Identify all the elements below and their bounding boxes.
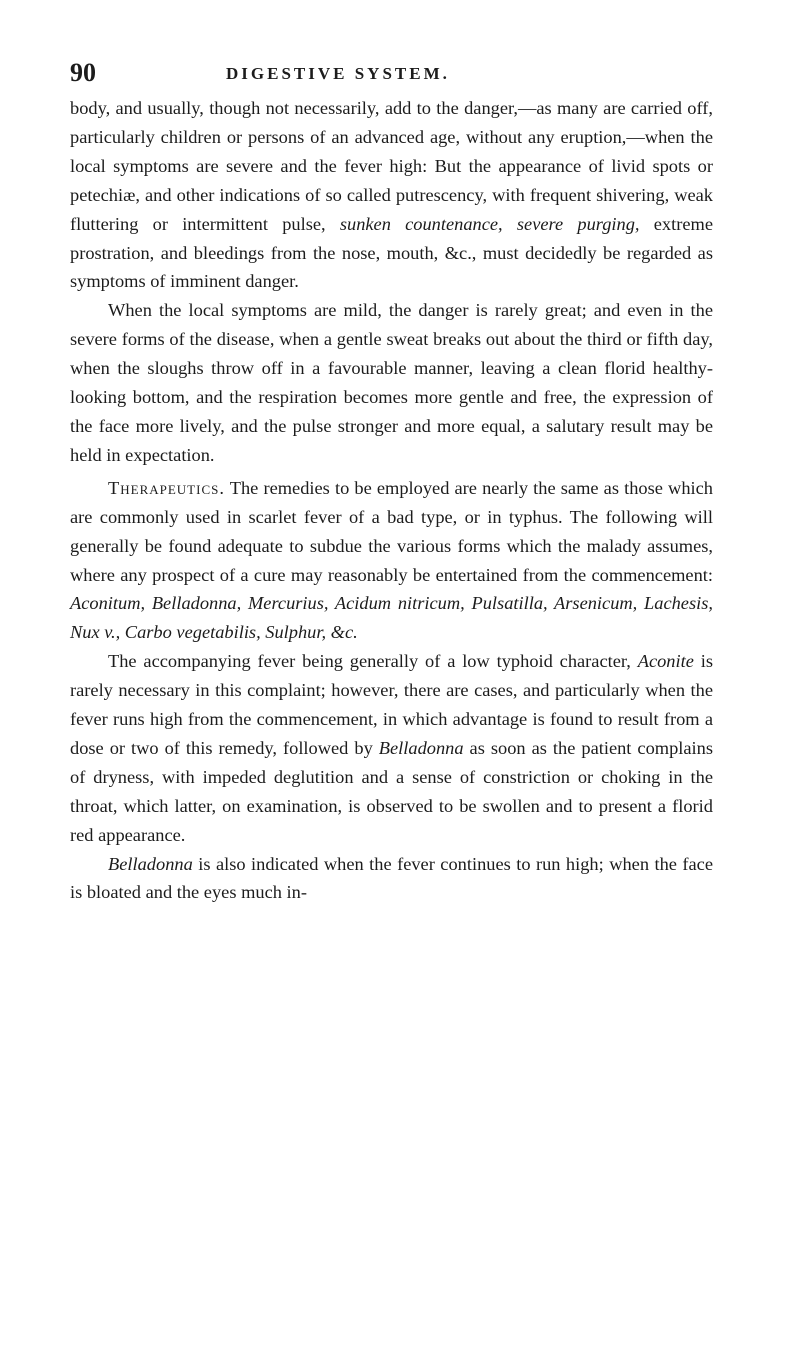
italic-run: sunken countenance, severe purging, <box>339 213 640 234</box>
text-run: as soon as the patient complains of dryness, with impeded deglutition and a sense of constriction or choking in the throat, which latter, on examination, is observed to be swollen and to present a florid red appearance. <box>70 737 713 845</box>
page-number: 90 <box>70 58 96 87</box>
paragraph-mild-symptoms: When the local symptoms are mild, the danger is rarely great; and even in the severe forms of the disease, when a gentle sweat breaks out about the third or fifth day, when the sloughs throw off in a favourable manner, leaving a clean florid healthy-looking bottom, and the respiration becomes more gentle and free, the expression of the face more lively, and the pulse stronger and more equal, a salutary result may be held in expectation. <box>70 300 713 465</box>
remedy-name: Aconite <box>637 651 694 672</box>
text-run: extreme prostration, and bleedings from the nose, mouth, &c., must decidedly be regarded as symptoms of imminent danger. <box>70 213 713 292</box>
remedy-name: Belladonna <box>108 853 193 874</box>
paragraph-belladonna <box>70 850 713 908</box>
text-run: is rarely necessary in this complaint; however, there are cases, and particularly when the fever runs high from the commencement, in which advantage is found to result from a dose or two of this remedy, followed by <box>70 651 713 758</box>
section-title: DIGESTIVE SYSTEM. <box>226 64 450 83</box>
text-run: The accompanying fever being generally of a low typhoid character, <box>108 651 638 672</box>
text-run: body, and usually, though not necessarily, add to the danger,—as many are carried off, particularly children or persons of an advanced age, without any eruption,—when the local symptoms are severe and the fever high: But the appearance of livid spots or petechiæ, and other indications of so called putrescency, with frequent shivering, weak fluttering or intermittent pulse, <box>70 98 713 234</box>
paragraph-therapeutics <box>70 474 713 647</box>
paragraph-aconite <box>70 647 713 849</box>
running-head <box>70 58 710 88</box>
body-text <box>70 94 713 907</box>
text-run: The remedies to be employed are nearly the same as those which are commonly used in scarlet fever of a bad type, or in typhus. The following will generally be found adequate to subdue the various forms which the malady assumes, where any prospect of a cure may reasonably be entertained from the commencement: <box>70 477 713 585</box>
remedy-list: Aconitum, Belladonna, Mercurius, Acidum nitricum, Pulsatilla, Arsenicum, Lachesis, Nux v., Carbo vegetabilis, Sulphur, &c. <box>70 593 713 643</box>
paragraph-prognosis-continued <box>70 94 713 296</box>
run-in-heading: Therapeutics. <box>108 477 225 498</box>
remedy-name: Belladonna <box>378 737 464 758</box>
text-run: is also indicated when the fever continues to run high; when the face is bloated and the eyes much in- <box>70 853 713 903</box>
